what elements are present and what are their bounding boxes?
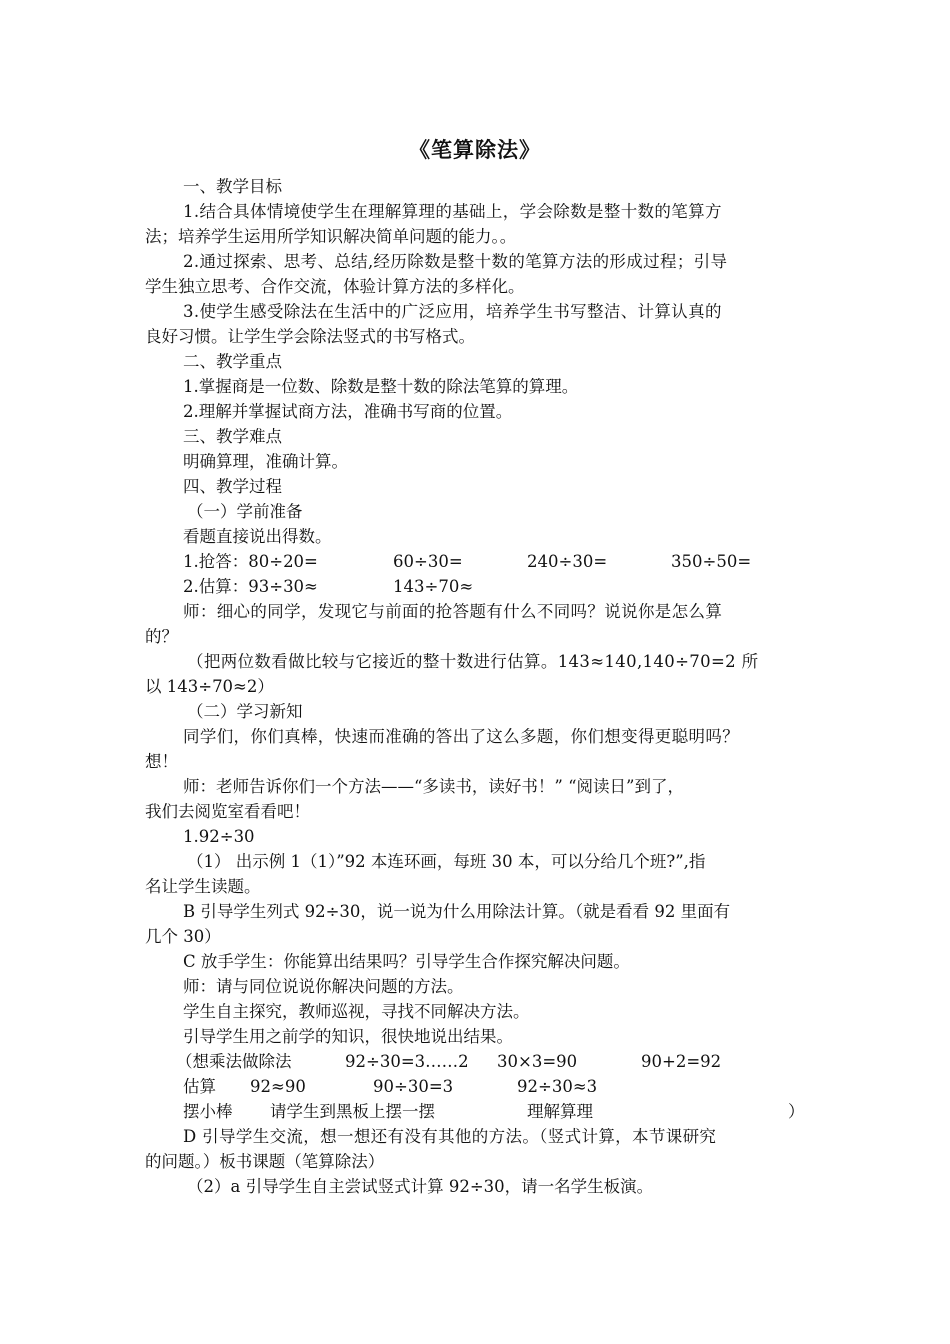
method-cell: 90+2=92 bbox=[641, 1052, 722, 1071]
method-cell: （想乘法做除法 bbox=[176, 1052, 292, 1071]
paragraph-line: 明确算理，准确计算。 bbox=[183, 452, 348, 471]
method-cell: 请学生到黑板上摆一摆 bbox=[270, 1102, 435, 1121]
paragraph-line: 的？ bbox=[145, 627, 178, 646]
estimate-item: 2.估算：93÷30≈ bbox=[183, 577, 318, 596]
paragraph-line: 想！ bbox=[145, 752, 178, 771]
heading-difficulties: 三、教学难点 bbox=[183, 427, 282, 446]
paragraph-line: 1.结合具体情境使学生在理解算理的基础上，学会除数是整十数的笔算方 bbox=[183, 202, 722, 221]
paragraph-line: 3.使学生感受除法在生活中的广泛应用，培养学生书写整洁、计算认真的 bbox=[183, 302, 722, 321]
paragraph-line: 2.通过探索、思考、总结,经历除数是整十数的笔算方法的形成过程；引导 bbox=[183, 252, 728, 271]
method-cell: 92÷30=3……2 bbox=[345, 1052, 469, 1071]
heading-objectives: 一、教学目标 bbox=[183, 177, 282, 196]
paragraph-line: 学生自主探究，教师巡视，寻找不同解决方法。 bbox=[183, 1002, 530, 1021]
paragraph-line: 我们去阅览室看看吧！ bbox=[145, 802, 310, 821]
method-cell: 理解算理 bbox=[527, 1102, 593, 1121]
paragraph-line: 2.理解并掌握试商方法，准确书写商的位置。 bbox=[183, 402, 513, 421]
subheading-new-knowledge: （二）学习新知 bbox=[187, 702, 303, 721]
paragraph-line: （把两位数看做比较与它接近的整十数进行估算。143≈140,140÷70=2 所 bbox=[187, 652, 759, 671]
heading-key-points: 二、教学重点 bbox=[183, 352, 282, 371]
method-cell: 90÷30=3 bbox=[373, 1077, 454, 1096]
method-cell: 估算 bbox=[183, 1077, 216, 1096]
subheading-preparation: （一）学前准备 bbox=[187, 502, 303, 521]
method-cell: 92≈90 bbox=[250, 1077, 306, 1096]
quick-answer-item: 60÷30= bbox=[393, 552, 463, 571]
paragraph-line: 良好习惯。让学生学会除法竖式的书写格式。 bbox=[145, 327, 475, 346]
quick-answer-item: 240÷30= bbox=[527, 552, 608, 571]
paragraph-line: 1.92÷30 bbox=[183, 827, 255, 846]
paragraph-line: 师：老师告诉你们一个方法——“多读书，读好书！” “阅读日”到了， bbox=[183, 777, 684, 796]
paragraph-line: 学生独立思考、合作交流，体验计算方法的多样化。 bbox=[145, 277, 525, 296]
paragraph-line: 的问题。）板书课题（笔算除法） bbox=[145, 1152, 385, 1171]
paragraph-line: B 引导学生列式 92÷30，说一说为什么用除法计算。（就是看看 92 里面有 bbox=[183, 902, 731, 921]
paragraph-line: 引导学生用之前学的知识，很快地说出结果。 bbox=[183, 1027, 513, 1046]
paragraph-line: 师：细心的同学，发现它与前面的抢答题有什么不同吗？说说你是怎么算 bbox=[183, 602, 723, 621]
heading-process: 四、教学过程 bbox=[183, 477, 282, 496]
paragraph-line: 法；培养学生运用所学知识解决简单问题的能力。。 bbox=[145, 227, 517, 246]
paragraph-line: （2）a 引导学生自主尝试竖式计算 92÷30，请一名学生板演。 bbox=[187, 1177, 654, 1196]
paragraph-line: 同学们，你们真棒，快速而准确的答出了这么多题，你们想变得更聪明吗？ bbox=[183, 727, 740, 746]
quick-answer-item: 1.抢答：80÷20= bbox=[183, 552, 318, 571]
paragraph-line: C 放手学生：你能算出结果吗？引导学生合作探究解决问题。 bbox=[183, 952, 630, 971]
paragraph-line: 1.掌握商是一位数、除数是整十数的除法笔算的算理。 bbox=[183, 377, 579, 396]
method-cell: 30×3=90 bbox=[497, 1052, 578, 1071]
paragraph-line: D 引导学生交流，想一想还有没有其他的方法。（竖式计算，本节课研究 bbox=[183, 1127, 717, 1146]
paragraph-line: 师：请与同位说说你解决问题的方法。 bbox=[183, 977, 464, 996]
estimate-item: 143÷70≈ bbox=[393, 577, 474, 596]
method-cell: ） bbox=[788, 1102, 805, 1121]
paragraph-line: 几个 30） bbox=[145, 927, 221, 946]
document-title: 《笔算除法》 bbox=[409, 138, 541, 162]
method-cell: 92÷30≈3 bbox=[517, 1077, 598, 1096]
paragraph-line: （1） 出示例 1（1）”92 本连环画，每班 30 本，可以分给几个班?”,指 bbox=[187, 852, 706, 871]
paragraph-line: 名让学生读题。 bbox=[145, 877, 261, 896]
paragraph-line: 以 143÷70≈2） bbox=[145, 677, 274, 696]
paragraph-line: 看题直接说出得数。 bbox=[183, 527, 332, 546]
method-cell: 摆小棒 bbox=[183, 1102, 233, 1121]
quick-answer-item: 350÷50= bbox=[671, 552, 752, 571]
